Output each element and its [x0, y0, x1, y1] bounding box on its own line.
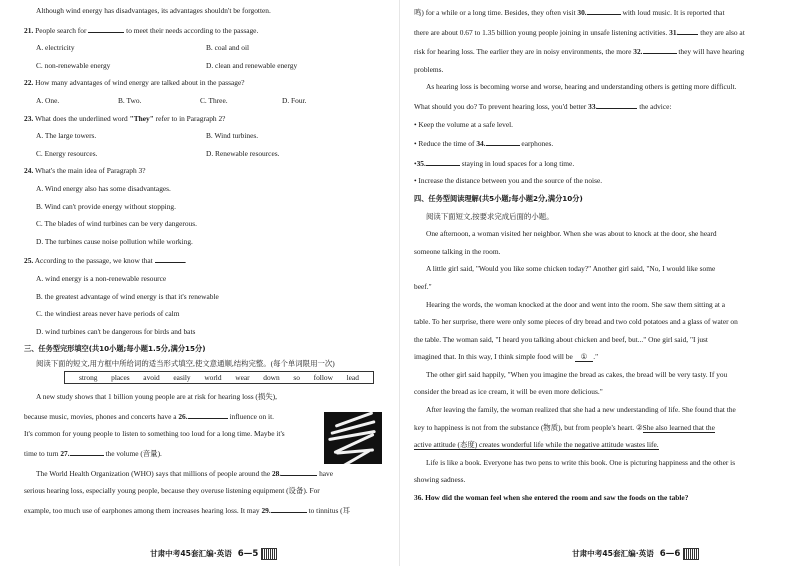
word-box-item: so [293, 373, 300, 383]
q23-options-row1: A. The large towers. B. Wind turbines. [36, 131, 259, 141]
underlined-sentence: active attitude (态度) creates wonderful life while the negative attitude wastes life. [414, 440, 659, 450]
word-box-item: follow [313, 373, 333, 383]
question-36: 36. How did the woman feel when she entered the room and saw the foods on the table? [414, 493, 689, 503]
word-box-item: strong [79, 373, 98, 383]
passage-line: risk for hearing loss. The earlier they are in noisy environments, the more 32. they will have hearing [414, 47, 745, 57]
passage-line: As hearing loss is becoming worse and worse, hearing and understanding others is getting more difficult. [426, 82, 737, 92]
passage-line: A new study shows that 1 billion young people are at risk for hearing loss (损失), [36, 392, 277, 402]
question-21: 21. People search for to meet their needs according to the passage. [24, 25, 259, 35]
bullet-item: • Reduce the time of 34. earphones. [414, 139, 554, 149]
passage-line: table. To her surprise, there were only some pieces of dry bread and two cold potatoes and a glass of water on [414, 317, 738, 327]
passage-line: One afternoon, a woman visited her neighbor. When she was about to knock at the door, she heard [426, 229, 717, 239]
underlined-sentence: She also learned that the [642, 422, 715, 432]
right-page [400, 0, 800, 566]
word-box-item: world [204, 373, 222, 383]
passage-line: key to happiness is not from the substance (物质), but from people's heart. ②She also learned that the [414, 422, 715, 432]
left-footer: 甘肃中考45套汇编·英语 6—5 [150, 548, 277, 560]
passage-line: imagined that. In this way, I think simple food will be ① ." [414, 352, 599, 362]
passage-line: Hearing the words, the woman knocked at the door and went into the room. She saw them sitting at a [426, 299, 726, 309]
passage-line: serious hearing loss, especially young people, because they overuse listening equipment (设备). For [24, 486, 320, 496]
passage-line: showing sadness. [414, 475, 466, 485]
passage-line: The other girl said happily, "When you imagine the bread as cakes, the bread will be very tasty. If you [426, 369, 728, 379]
passage-line: What should you do? To prevent hearing loss, you'd better 33. the advice: [414, 101, 672, 111]
question-23: 23. What does the underlined word "They" refer to in Paragraph 2? [24, 113, 226, 123]
question-24: 24. What's the main idea of Paragraph 3? [24, 166, 146, 176]
qr-code-icon [261, 548, 277, 560]
passage-line: someone talking in the room. [414, 246, 501, 256]
word-box-item: down [263, 373, 280, 383]
word-box-item: avoid [143, 373, 160, 383]
passage-line: beef." [414, 281, 432, 291]
section-4-heading: 四、任务型阅读理解(共5小题;每小题2分,满分10分) [414, 193, 583, 203]
passage-line: It's common for young people to listen to something too loud for a long time. Maybe it's [24, 429, 285, 439]
q25-option-c: C. the windiest areas never have periods of calm [36, 309, 180, 319]
passage-line: consider the bread as ice cream, it will be even more delicious." [414, 387, 603, 397]
passage-line [414, 440, 778, 450]
passage-line: there are about 0.67 to 1.35 billion young people joining in unsafe listening activities. 31. they are also at [414, 27, 745, 37]
passage-line: The World Health Organization (WHO) says that millions of people around the 28. have [36, 468, 334, 478]
section-4-instructions: 阅读下面短文,按要求完成后面的小题。 [426, 211, 554, 221]
bullet-item: •35. staying in loud spaces for a long time. [414, 158, 575, 168]
q24-option-b: B. Wind can't provide energy without stopping. [36, 201, 176, 211]
q25-option-b: B. the greatest advantage of wind energy is that it's renewable [36, 291, 219, 301]
section-3-instructions: 阅读下面的短文,用方框中所给词的适当形式填空,使文意通顺,结构完整。(每个单词限用一次) [36, 359, 335, 369]
passage-line: A little girl said, "Would you like some chicken today?" Another girl said, "No, I would like some [426, 264, 716, 274]
q25-option-d: D. wind turbines can't be dangerous for birds and bats [36, 326, 196, 336]
q24-option-a: A. Wind energy also has some disadvantages. [36, 183, 171, 193]
passage-line: Life is like a book. Everyone has two pens to write this book. One is picturing happiness and the other is [426, 457, 736, 467]
word-box [64, 371, 374, 384]
intro-line: Although wind energy has disadvantages, its advantages shouldn't be forgotten. [36, 6, 271, 15]
bullet-item: • Keep the volume at a safe level. [414, 119, 514, 129]
q21-options-row1: A. electricity B. coal and oil [36, 43, 250, 53]
word-box-item: wear [235, 373, 250, 383]
bullet-item: • Increase the distance between you and the source of the noise. [414, 176, 603, 186]
q25-option-a: A. wind energy is a non-renewable resource [36, 273, 167, 283]
section-3-heading: 三、任务型完形填空(共10小题;每小题1.5分,满分15分) [24, 344, 206, 354]
word-box-item: easily [173, 373, 191, 383]
passage-line: time to turn 27. the volume (音量). [24, 449, 162, 459]
right-footer: 甘肃中考45套汇编·英语 6—6 [572, 548, 699, 560]
passage-line: because music, movies, phones and concerts have a 26. influence on it. [24, 411, 274, 421]
passage-line: After leaving the family, the woman realized that she had a new understanding of life. She found that the [426, 405, 736, 415]
question-22: 22. How many advantages of wind energy are talked about in the passage? [24, 78, 245, 88]
question-25: 25. According to the passage, we know that . [24, 256, 187, 266]
passage-line: problems. [414, 64, 444, 74]
passage-line: 鸣) for a while or a long time. Besides, they often visit 30. with loud music. It is reported that [414, 8, 725, 17]
q24-option-c: C. The blades of wind turbines can be very dangerous. [36, 219, 197, 229]
q24-option-d: D. The turbines cause noise pollution while working. [36, 236, 193, 246]
word-box-item: lead [346, 373, 359, 383]
q23-options-row2: C. Energy resources. D. Renewable resources. [36, 148, 280, 158]
passage-line: example, too much use of earphones among them increases hearing loss. It may 29. to tinnitus (耳 [24, 505, 351, 515]
qr-code-icon [683, 548, 699, 560]
passage-line: the table. The woman said, "I heard you talking about chicken and beef, but..." One girl said, "I just [414, 334, 708, 344]
word-box-item: places [111, 373, 130, 383]
q21-options-row2: C. non-renewable energy D. clean and renewable energy [36, 60, 298, 70]
zebra-stripes-image [324, 412, 382, 464]
q22-options: A. One. B. Two. C. Three. D. Four. [36, 95, 307, 105]
